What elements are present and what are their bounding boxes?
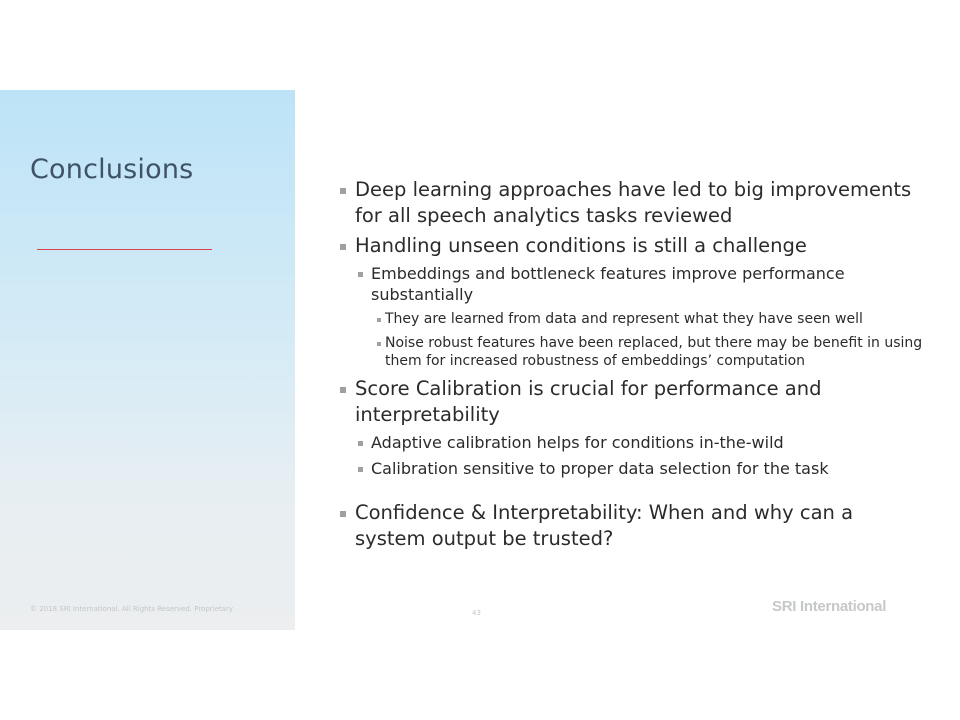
- sub-sub-bullet-noise-robust: Noise robust features have been replaced, but there may be benefit in using them for increased robustness of embeddings’ computation: [336, 334, 926, 371]
- bullet-unseen-conditions: Handling unseen conditions is still a challenge: [336, 233, 926, 259]
- slide-title: Conclusions: [30, 154, 194, 185]
- bullet-score-calibration: Score Calibration is crucial for performance and interpretability: [336, 376, 926, 428]
- bullet-deep-learning: Deep learning approaches have led to big improvements for all speech analytics tasks reviewed: [336, 177, 926, 229]
- bullet-list: [336, 177, 926, 556]
- spacer: [336, 484, 926, 500]
- bullet-confidence-interpretability: Confidence & Interpretability: When and why can a system output be trusted?: [336, 500, 926, 552]
- sri-logo: SRI International: [772, 598, 887, 615]
- title-underline: [37, 249, 212, 250]
- sub-sub-bullet-learned-from-data: They are learned from data and represent what they have seen well: [336, 310, 926, 329]
- sub-bullet-calibration-sensitive: Calibration sensitive to proper data selection for the task: [336, 458, 926, 479]
- sub-bullet-embeddings: Embeddings and bottleneck features improve performance substantially: [336, 263, 926, 305]
- page-number: 43: [472, 609, 481, 617]
- copyright-notice: © 2018 SRI International. All Rights Reserved. Proprietary: [30, 605, 233, 613]
- sub-bullet-adaptive-calibration: Adaptive calibration helps for conditions in-the-wild: [336, 432, 926, 453]
